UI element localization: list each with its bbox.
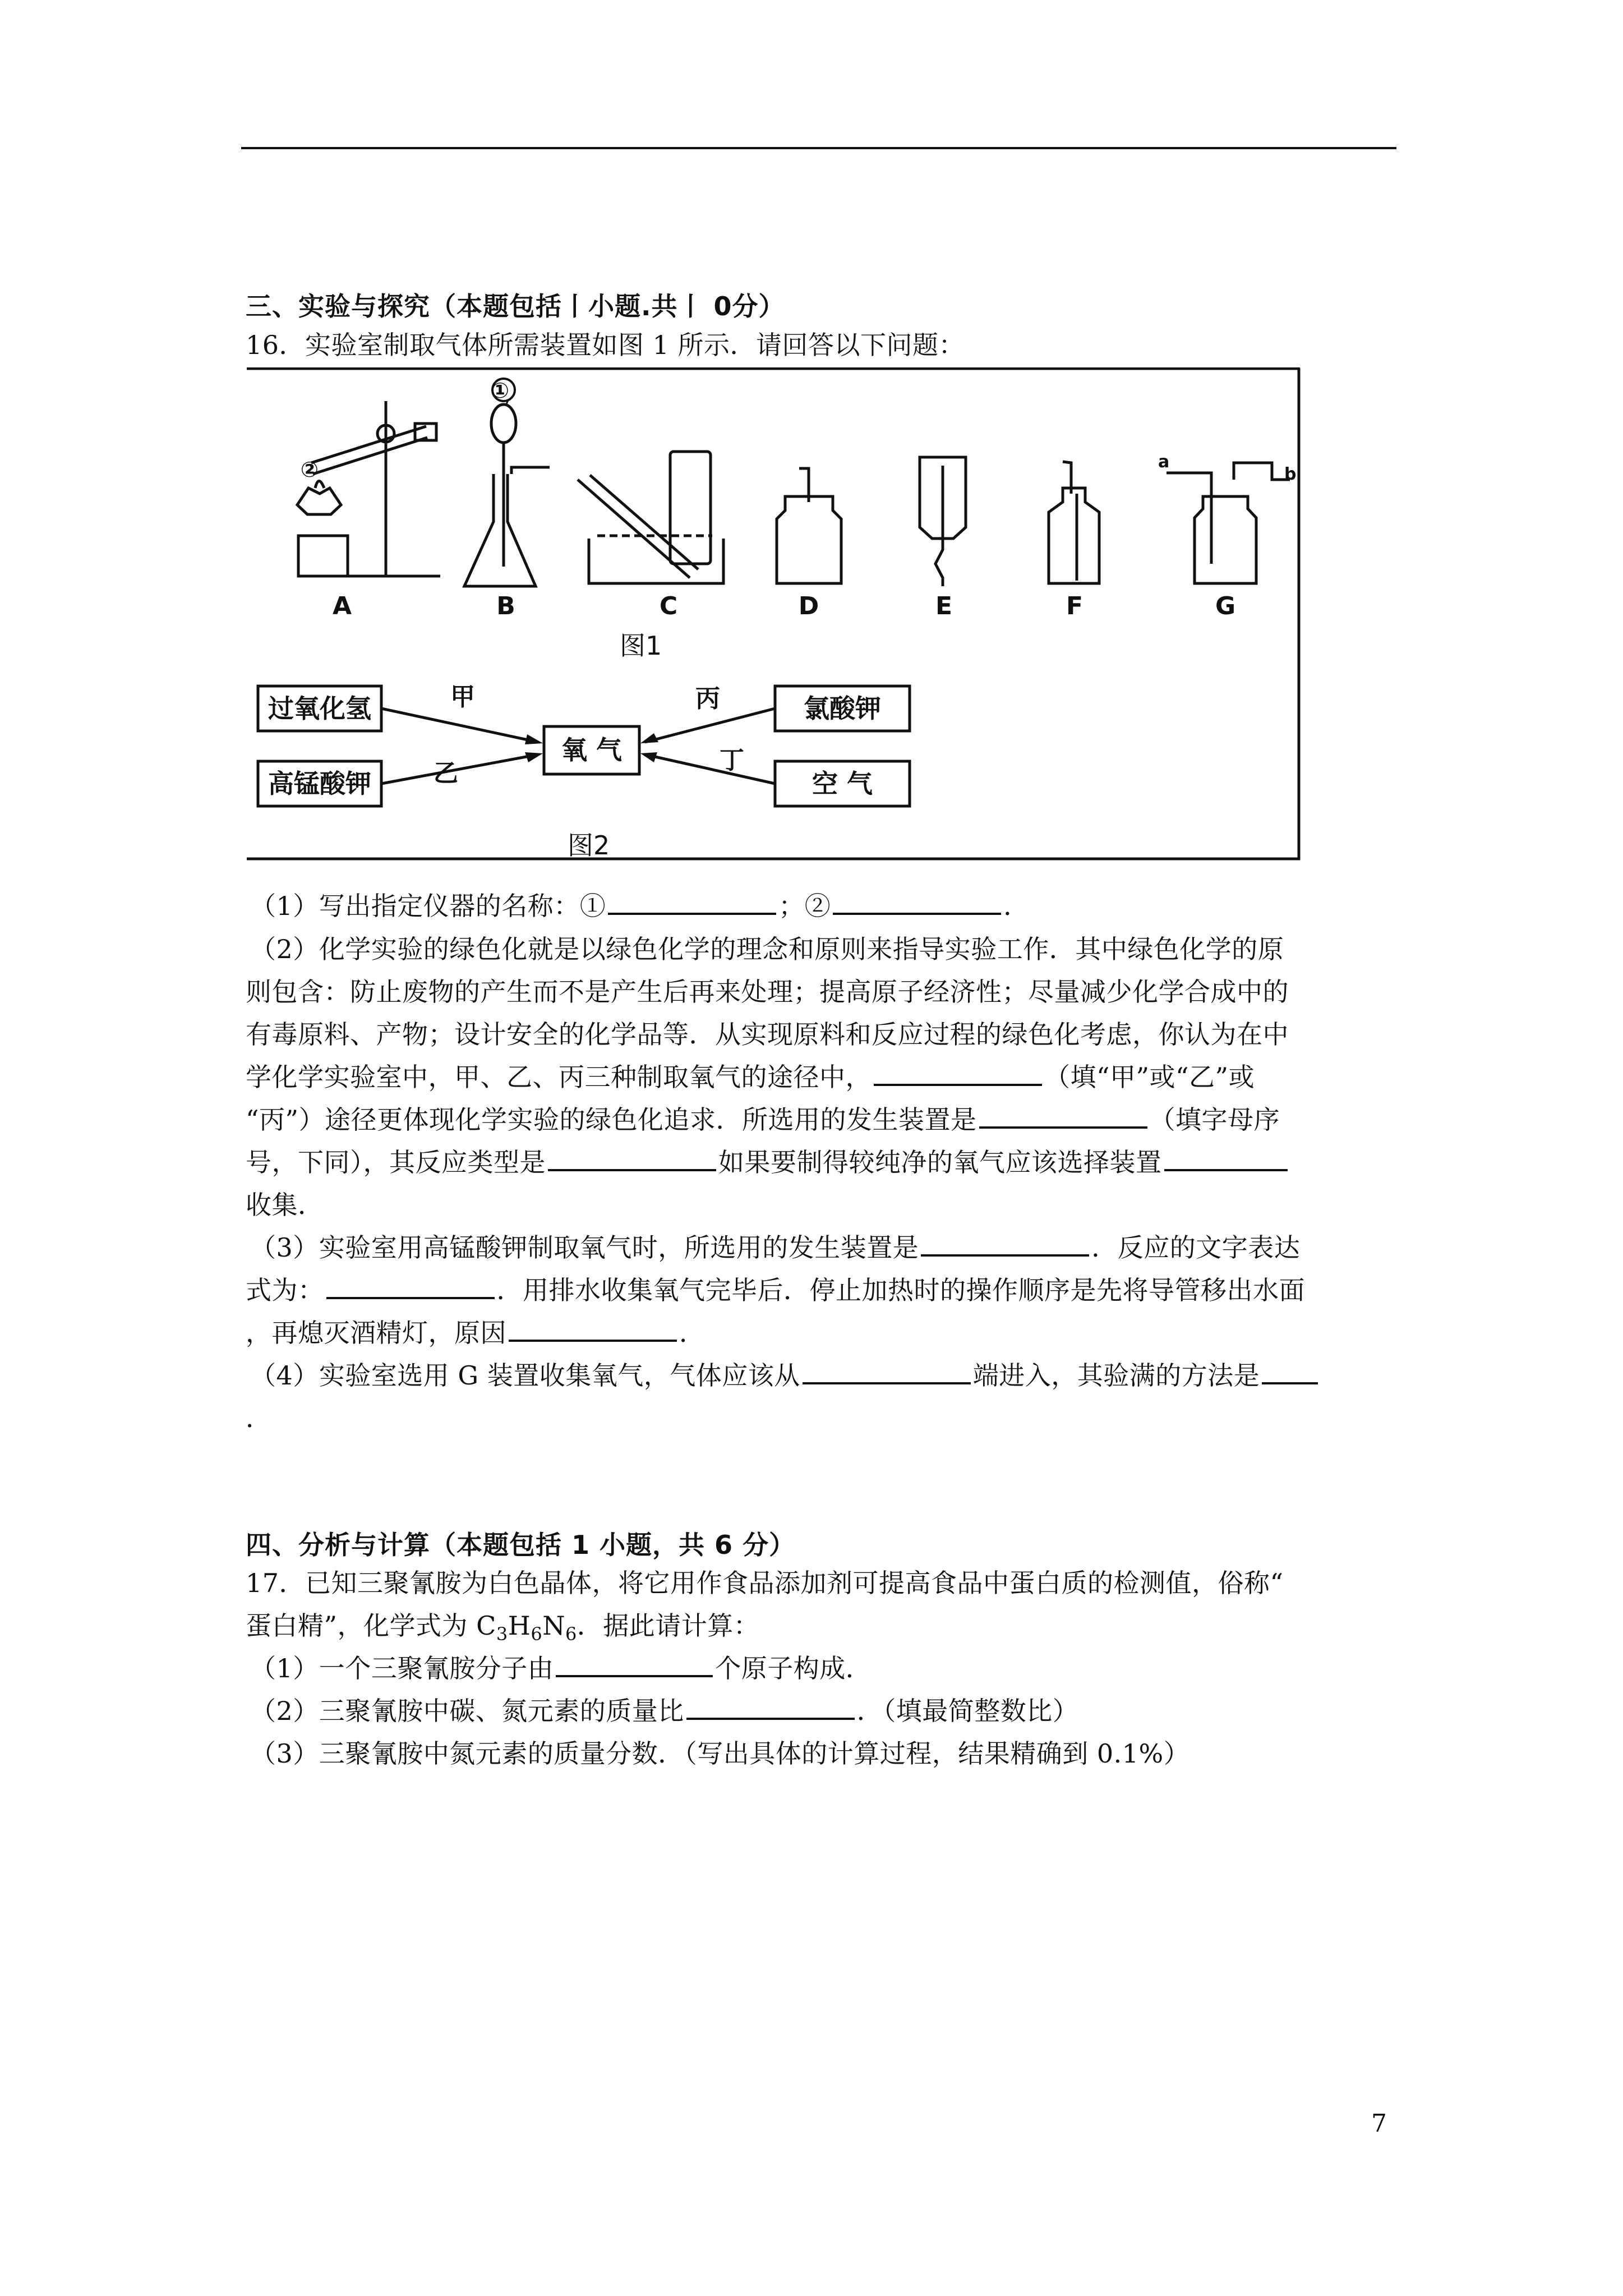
route-bing: 丙 — [695, 684, 720, 713]
marker-two: ② — [300, 457, 319, 482]
q16-part1: （1）写出指定仪器的名称：① ；② ． — [250, 891, 1030, 921]
marker-one: ① — [491, 378, 510, 403]
apparatus-f — [1049, 462, 1099, 583]
q16-part4-line2: ． — [246, 1403, 272, 1433]
q16-part4-line1: （4）实验室选用 G 装置收集氧气，气体应该从 端进入，其验满的方法是 — [250, 1359, 1320, 1392]
label-d: D — [798, 592, 819, 620]
section-3-heading: 三、实验与探究（本题包括丨小题.共丨 0分） — [246, 291, 785, 321]
blank-inlet[interactable] — [803, 1362, 971, 1384]
q16-part3-line2: 式为： ．用排水收集氧气完毕后．停止加热时的操作顺序是先将导管移出水面 — [246, 1275, 1305, 1305]
figure-2-label: 图2 — [568, 830, 610, 861]
label-f: F — [1066, 592, 1083, 620]
q16-part3-line3: ，再熄灭酒精灯，原因 ． — [246, 1318, 706, 1348]
apparatus-d — [777, 468, 841, 583]
q16-part2-line3: 有毒原料、产物；设计安全的化学品等．从实现原料和反应过程的绿色化考虑，你认为在中 — [246, 1019, 1289, 1050]
q17-part2: （2）三聚氰胺中碳、氮元素的质量比 ．（填最简整数比） — [250, 1696, 1079, 1726]
q17-line1: 17．已知三聚氰胺为白色晶体，将它用作食品添加剂可提高食品中蛋白质的检测值，俗称“ — [246, 1568, 1284, 1598]
apparatus-b — [464, 379, 550, 586]
q16-part2-line5: “丙”）途径更体现化学实验的绿色化追求．所选用的发生装置是 （填字母序 — [246, 1105, 1280, 1135]
marker-a: a — [1158, 452, 1170, 472]
page-number: 7 — [1371, 2109, 1387, 2138]
figure-1-label: 图1 — [620, 631, 662, 661]
label-a: A — [332, 592, 352, 620]
q16-part3-line1: （3）实验室用高锰酸钾制取氧气时，所选用的发生装置是 ．反应的文字表达 — [250, 1232, 1301, 1263]
blank-instrument-1[interactable] — [608, 892, 776, 915]
blank-atom-count[interactable] — [556, 1655, 713, 1677]
blank-instrument-2[interactable] — [833, 892, 1001, 915]
source-kmno4: 高锰酸钾 — [268, 769, 371, 799]
label-c: C — [659, 592, 678, 620]
q16-part2-line1: （2）化学实验的绿色化就是以绿色化学的理念和原则来指导实验工作．其中绿色化学的原 — [250, 934, 1284, 964]
route-yi: 乙 — [434, 759, 458, 788]
question-16-stem: 16．实验室制取气体所需装置如图 1 所示．请回答以下问题： — [246, 330, 965, 360]
blank-reason[interactable] — [509, 1319, 677, 1342]
q17-part3: （3）三聚氰胺中氮元素的质量分数．（写出具体的计算过程，结果精确到 0.1%） — [250, 1738, 1190, 1769]
q17-part1: （1）一个三聚氰胺分子由 个原子构成． — [250, 1653, 872, 1683]
apparatus-g — [1166, 463, 1290, 583]
label-e: E — [935, 592, 953, 620]
apparatus-a — [297, 401, 440, 576]
center-oxygen: 氧 气 — [561, 735, 623, 765]
blank-word-equation[interactable] — [326, 1277, 495, 1299]
blank-mass-ratio[interactable] — [686, 1697, 855, 1720]
q16-part2-line6: 号，下同），其反应类型是 如果要制得较纯净的氧气应该选择装置 — [246, 1145, 1290, 1179]
marker-b: b — [1284, 464, 1297, 484]
source-air: 空 气 — [811, 769, 873, 799]
blank-full-test[interactable] — [1262, 1362, 1318, 1384]
q17-line2: 蛋白精”，化学式为 $C_3H_6N_6$．据此请计算： — [246, 1611, 760, 1645]
apparatus-c — [578, 452, 723, 583]
apparatus-e — [920, 457, 966, 586]
blank-route-choice[interactable] — [874, 1064, 1042, 1086]
route-ding: 丁 — [720, 746, 744, 775]
header-rule — [241, 147, 1396, 149]
blank-reaction-type[interactable] — [548, 1149, 716, 1171]
source-kclo3: 氯酸钾 — [804, 693, 881, 724]
blank-kmno4-generator[interactable] — [921, 1234, 1089, 1257]
route-jia: 甲 — [450, 683, 475, 711]
blank-collector[interactable] — [1164, 1149, 1288, 1171]
source-h2o2: 过氧化氢 — [268, 693, 371, 724]
figure-apparatus — [247, 367, 1301, 861]
q16-part2-line7: 收集． — [246, 1190, 324, 1220]
q16-part2-line4: 学化学实验室中，甲、乙、丙三种制取氧气的途径中， （填“甲”或“乙”或 — [246, 1062, 1255, 1092]
label-b: B — [496, 592, 515, 620]
section-4-heading: 四、分析与计算（本题包括 1 小题，共 6 分） — [246, 1530, 796, 1560]
q16-part2-line2: 则包含：防止废物的产生而不是产生后再来处理；提高原子经济性；尽量减少化学合成中的 — [246, 977, 1289, 1007]
blank-generator[interactable] — [979, 1106, 1147, 1129]
label-g: G — [1215, 592, 1236, 620]
